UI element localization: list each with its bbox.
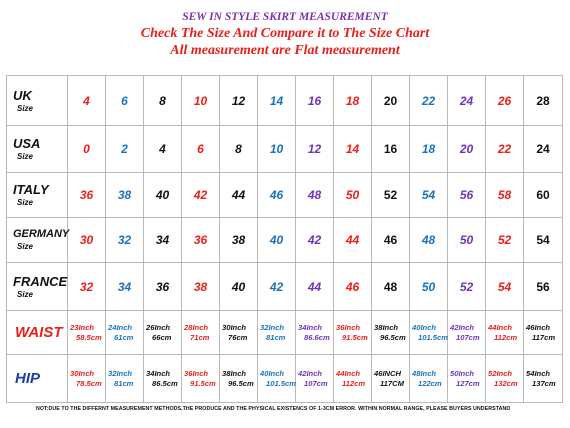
- row-header-waist: [7, 311, 68, 355]
- waist-measurement: [68, 311, 106, 355]
- row-sublabel: Size: [17, 289, 34, 299]
- size-value: 50: [410, 263, 448, 311]
- cm-value: 86.5cm: [152, 378, 178, 388]
- inch-value: 30Inch: [70, 369, 95, 379]
- inch-value: 42Inch: [298, 369, 323, 379]
- size-value: 48: [372, 263, 410, 311]
- inch-value: 36Inch: [336, 323, 361, 333]
- size-value: 26: [486, 76, 524, 126]
- size-value: 0: [68, 126, 106, 173]
- size-value: 42: [258, 263, 296, 311]
- size-value: 52: [448, 263, 486, 311]
- cm-value: 96.5cm: [228, 378, 254, 388]
- waist-measurement: [220, 311, 258, 355]
- size-value: 14: [334, 126, 372, 173]
- row-label: WAIST: [15, 324, 63, 341]
- cm-value: 137cm: [532, 378, 556, 388]
- size-value: 18: [410, 126, 448, 173]
- row-label: ITALY: [13, 182, 49, 197]
- inch-value: 54Inch: [526, 369, 551, 379]
- size-value: 34: [144, 218, 182, 263]
- size-value: 36: [68, 173, 106, 218]
- row-waist: [7, 311, 563, 355]
- size-value: 52: [486, 218, 524, 263]
- size-value: 42: [182, 173, 220, 218]
- waist-measurement: [486, 311, 524, 355]
- size-value: 10: [258, 126, 296, 173]
- row-header-italy: [7, 173, 68, 218]
- cm-value: 101.5cm: [266, 378, 296, 388]
- size-value: 22: [410, 76, 448, 126]
- cm-value: 61cm: [114, 332, 134, 342]
- inch-value: 42Inch: [450, 323, 475, 333]
- waist-measurement: [258, 311, 296, 355]
- hip-measurement: [410, 355, 448, 403]
- cm-value: 117cm: [532, 332, 556, 342]
- row-header-hip: [7, 355, 68, 403]
- title-block: [0, 10, 570, 59]
- size-value: 46: [334, 263, 372, 311]
- cm-value: 71cm: [190, 332, 210, 342]
- inch-value: 52Inch: [488, 369, 513, 379]
- row-header-usa: [7, 126, 68, 173]
- size-value: 4: [68, 76, 106, 126]
- size-value: 44: [296, 263, 334, 311]
- flat-measurement-line: All measurement are Flat measurement: [170, 43, 400, 58]
- size-value: 12: [296, 126, 334, 173]
- row-germany: [7, 218, 563, 263]
- cm-value: 112cm: [342, 378, 366, 388]
- size-value: 56: [448, 173, 486, 218]
- row-header-uk: [7, 76, 68, 126]
- inch-value: 38Inch: [374, 323, 399, 333]
- chart-title: SEW IN STYLE SKIRT MEASUREMENT: [182, 11, 388, 23]
- size-value: 2: [106, 126, 144, 173]
- size-value: 14: [258, 76, 296, 126]
- cm-value: 76cm: [228, 332, 248, 342]
- waist-measurement: [372, 311, 410, 355]
- cm-value: 81cm: [114, 378, 134, 388]
- row-sublabel: Size: [17, 198, 34, 207]
- row-sublabel: Size: [17, 242, 34, 251]
- inch-value: 32Inch: [260, 323, 285, 333]
- inch-value: 44Inch: [488, 323, 513, 333]
- size-value: 54: [486, 263, 524, 311]
- hip-measurement: [486, 355, 524, 403]
- row-italy: [7, 173, 563, 218]
- size-value: 48: [410, 218, 448, 263]
- inch-value: 28Inch: [184, 323, 209, 333]
- cm-value: 91.5cm: [342, 332, 368, 342]
- hip-measurement: [258, 355, 296, 403]
- size-value: 6: [182, 126, 220, 173]
- cm-value: 81cm: [266, 332, 286, 342]
- size-value: 54: [410, 173, 448, 218]
- size-value: 40: [144, 173, 182, 218]
- inch-value: 36Inch: [184, 369, 209, 379]
- cm-value: 91.5cm: [190, 378, 216, 388]
- row-hip: [7, 355, 563, 403]
- size-value: 48: [296, 173, 334, 218]
- waist-measurement: [296, 311, 334, 355]
- hip-measurement: [524, 355, 563, 403]
- inch-value: 40Inch: [412, 323, 437, 333]
- hip-measurement: [220, 355, 258, 403]
- waist-measurement: [448, 311, 486, 355]
- inch-value: 30Inch: [222, 323, 247, 333]
- size-value: 44: [220, 173, 258, 218]
- cm-value: 107cm: [456, 332, 480, 342]
- hip-measurement: [68, 355, 106, 403]
- waist-measurement: [106, 311, 144, 355]
- size-value: 42: [296, 218, 334, 263]
- cm-value: 132cm: [494, 378, 518, 388]
- row-header-germany: [7, 218, 68, 263]
- size-value: 20: [448, 126, 486, 173]
- waist-measurement: [334, 311, 372, 355]
- cm-value: 58.5cm: [76, 332, 102, 342]
- inch-value: 44Inch: [336, 369, 361, 379]
- size-value: 50: [334, 173, 372, 218]
- size-value: 38: [182, 263, 220, 311]
- waist-measurement: [524, 311, 563, 355]
- size-value: 58: [486, 173, 524, 218]
- size-value: 46: [372, 218, 410, 263]
- inch-value: 32Inch: [108, 369, 133, 379]
- size-value: 20: [372, 76, 410, 126]
- cm-value: 66cm: [152, 332, 172, 342]
- inch-value: 38Inch: [222, 369, 247, 379]
- size-value: 38: [106, 173, 144, 218]
- cm-value: 127cm: [456, 378, 480, 388]
- size-value: 6: [106, 76, 144, 126]
- inch-value: 23Inch: [70, 323, 95, 333]
- hip-measurement: [144, 355, 182, 403]
- size-value: 36: [144, 263, 182, 311]
- size-value: 18: [334, 76, 372, 126]
- cm-value: 78.5cm: [76, 378, 102, 388]
- size-value: 52: [372, 173, 410, 218]
- size-value: 44: [334, 218, 372, 263]
- disclaimer-note: NOT:DUE TO THE DIFFERNT MEASUREMENT METHODS,THE PRODUCE AND THE PHYSICAL EXISTENCS OF 1-3CM ERROR. WITHIN NORMAL RANGE, PLEASE BUYERS UNDERSTAND: [36, 406, 511, 412]
- size-value: 12: [220, 76, 258, 126]
- instruction-line: Check The Size And Compare it to The Size Chart: [140, 26, 430, 41]
- size-value: 60: [524, 173, 563, 218]
- cm-value: 107cm: [304, 378, 328, 388]
- size-value: 16: [296, 76, 334, 126]
- size-value: 34: [106, 263, 144, 311]
- row-label: GERMANY: [13, 228, 70, 240]
- row-label: UK: [13, 87, 32, 103]
- row-usa: [7, 126, 563, 173]
- row-label: USA: [13, 136, 41, 151]
- hip-measurement: [182, 355, 220, 403]
- size-value: 4: [144, 126, 182, 173]
- hip-measurement: [106, 355, 144, 403]
- hip-measurement: [448, 355, 486, 403]
- inch-value: 34Inch: [146, 369, 171, 379]
- size-table: [6, 75, 563, 403]
- hip-measurement: [334, 355, 372, 403]
- cm-value: 86.6cm: [304, 332, 330, 342]
- size-value: 46: [258, 173, 296, 218]
- size-value: 32: [106, 218, 144, 263]
- waist-measurement: [144, 311, 182, 355]
- size-value: 40: [220, 263, 258, 311]
- hip-measurement: [296, 355, 334, 403]
- inch-value: 24Inch: [108, 323, 133, 333]
- size-value: 40: [258, 218, 296, 263]
- inch-value: 26Inch: [146, 323, 171, 333]
- size-value: 36: [182, 218, 220, 263]
- waist-measurement: [410, 311, 448, 355]
- cm-value: 96.5cm: [380, 332, 406, 342]
- waist-measurement: [182, 311, 220, 355]
- size-value: 24: [448, 76, 486, 126]
- inch-value: 46Inch: [526, 323, 551, 333]
- size-value: 56: [524, 263, 563, 311]
- size-value: 54: [524, 218, 563, 263]
- row-label: HIP: [15, 370, 41, 387]
- size-value: 8: [220, 126, 258, 173]
- size-value: 30: [68, 218, 106, 263]
- size-value: 16: [372, 126, 410, 173]
- inch-value: 40Inch: [260, 369, 285, 379]
- size-value: 32: [68, 263, 106, 311]
- size-value: 38: [220, 218, 258, 263]
- size-value: 22: [486, 126, 524, 173]
- row-france: [7, 263, 563, 311]
- cm-value: 101.5cm: [418, 332, 448, 342]
- size-value: 50: [448, 218, 486, 263]
- size-value: 28: [524, 76, 563, 126]
- cm-value: 122cm: [418, 378, 442, 388]
- inch-value: 50Inch: [450, 369, 475, 379]
- size-value: 8: [144, 76, 182, 126]
- row-label: FRANCE: [13, 273, 68, 289]
- inch-value: 34Inch: [298, 323, 323, 333]
- cm-value: 117CM: [380, 378, 404, 388]
- inch-value: 46INCH: [374, 369, 402, 379]
- row-header-france: [7, 263, 68, 311]
- cm-value: 112cm: [494, 332, 518, 342]
- size-value: 10: [182, 76, 220, 126]
- row-sublabel: Size: [17, 152, 34, 161]
- hip-measurement: [372, 355, 410, 403]
- inch-value: 48Inch: [412, 369, 437, 379]
- row-uk: [7, 76, 563, 126]
- row-sublabel: Size: [17, 103, 34, 113]
- size-value: 24: [524, 126, 563, 173]
